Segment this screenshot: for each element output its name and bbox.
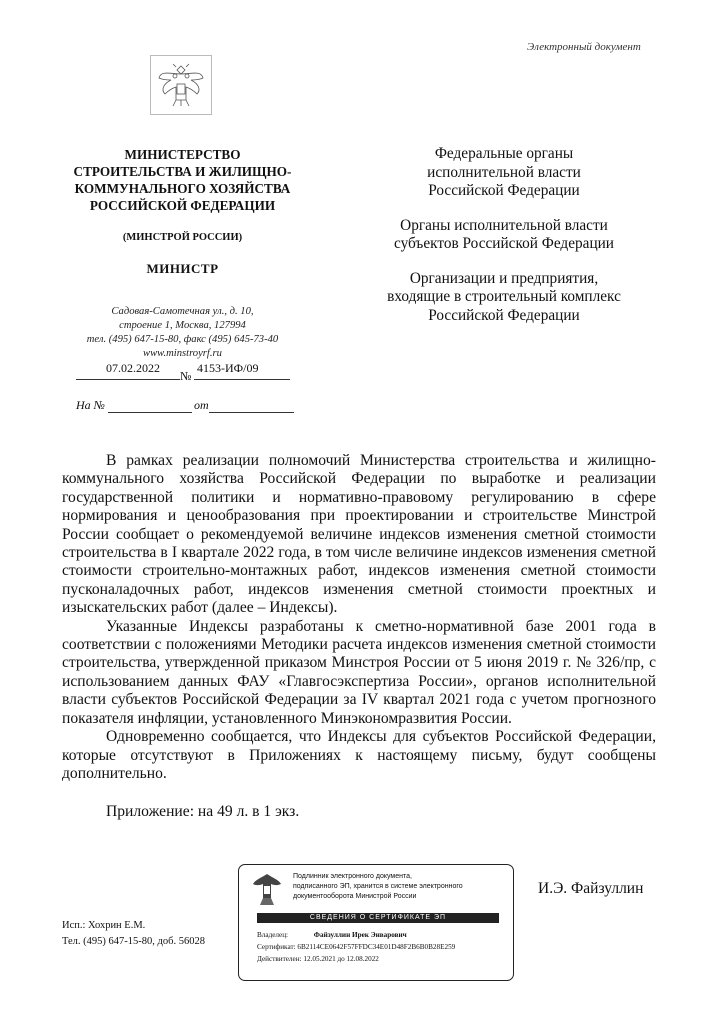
russian-coat-of-arms-icon	[150, 55, 212, 115]
owner-label: Владелец:	[257, 931, 289, 939]
recipient-line: Органы исполнительной власти	[400, 216, 608, 234]
executor-phone: Тел. (495) 647-15-80, доб. 56028	[62, 935, 205, 947]
stamp-notice	[293, 872, 509, 902]
electronic-document-label: Электронный документ	[527, 41, 641, 53]
recipient-line: Российской Федерации	[428, 182, 580, 199]
stamp-notice-line: документооборота Министрой России	[293, 893, 417, 900]
date-underline	[76, 379, 180, 380]
recipients-block	[348, 145, 660, 341]
number-underline	[194, 379, 290, 380]
electronic-signature-stamp	[238, 864, 514, 981]
certificate-owner-row	[257, 929, 509, 941]
attachment-note: Приложение: на 49 л. в 1 экз.	[106, 803, 300, 821]
recipient-line: Федеральные органы	[434, 145, 574, 162]
ministry-line: КОММУНАЛЬНОГО ХОЗЯЙСТВА	[74, 181, 291, 196]
recipient-line: субъектов Российской Федерации	[394, 235, 614, 252]
owner-value: Файзуллин Ирек Энварович	[313, 931, 407, 939]
cert-label: Сертификат:	[257, 943, 296, 951]
stamp-notice-line: Подлинник электронного документа,	[293, 873, 412, 880]
valid-label: Действителен:	[257, 955, 302, 963]
ministry-short-name: (МИНСТРОЙ РОССИИ)	[122, 232, 243, 243]
signatory-name: И.Э. Файзуллин	[538, 880, 644, 897]
address-line: Садовая-Самотечная ул., д. 10,	[111, 306, 254, 317]
cert-value: 6B2114CE0642F57FFDC34E01D48F2B6B0B28E259	[297, 943, 456, 951]
number-sign: №	[180, 369, 192, 383]
recipient-line: Организации и предприятия,	[409, 269, 599, 287]
valid-value: 12.05.2021 до 12.08.2022	[303, 955, 379, 963]
stamp-notice-line: подписанного ЭП, хранится в системе электронного	[293, 883, 463, 890]
letter-body	[62, 452, 656, 822]
reference-from: от	[194, 398, 209, 412]
ministry-name	[60, 146, 305, 214]
certificate-details	[257, 929, 509, 965]
address-line: тел. (495) 647-15-80, факс (495) 645-73-40	[86, 334, 279, 345]
certificate-info-heading: СВЕДЕНИЯ О СЕРТИФИКАТЕ ЭП	[257, 913, 499, 923]
address-line: строение 1, Москва, 127994	[119, 320, 246, 331]
executor-info	[62, 918, 205, 949]
recipient	[348, 217, 660, 254]
reference-prefix: На №	[76, 398, 105, 412]
reference-line	[76, 398, 294, 418]
ministry-line: МИНИСТЕРСТВО	[124, 147, 241, 162]
ministry-emblem-icon	[251, 872, 283, 908]
body-paragraph: Одновременно сообщается, что Индексы для субъектов Российской Федерации, которые отсутствуют в Приложениях к настоящему письму, будут сообщены дополнительно.	[62, 728, 656, 782]
ministry-line: СТРОИТЕЛЬСТВА И ЖИЛИЩНО-	[73, 164, 292, 179]
reference-number-blank	[108, 412, 192, 413]
executor-name: Исп.: Хохрин Е.М.	[62, 920, 146, 931]
body-paragraph: Указанные Индексы разработаны к сметно-нормативной базе 2001 года в соответствии с положениями Методики расчета индексов изменения сметной стоимости строительства, утвержденной приказом Минстроя России от 5 июня 2019 г. № 326/пр, с использованием данных ФАУ «Главгосэкспертиза России», органов исполнительной власти субъектов Российской Федерации за IV квартал 2021 года с учетом прогнозного показателя инфляции, установленного Минэкономразвития России.	[62, 617, 656, 727]
recipient-line: Российской Федерации	[428, 306, 580, 324]
recipient	[348, 270, 660, 326]
recipient	[348, 145, 660, 201]
reference-date-blank	[209, 412, 294, 413]
recipient-line: исполнительной власти	[427, 163, 581, 181]
ministry-line: РОССИЙСКОЙ ФЕДЕРАЦИИ	[89, 198, 276, 213]
certificate-id-row	[257, 941, 509, 953]
sender-position: МИНИСТР	[146, 261, 219, 276]
certificate-validity-row	[257, 953, 509, 965]
document-date: 07.02.2022	[106, 361, 160, 375]
body-paragraph: В рамках реализации полномочий Министерства строительства и жилищно-коммунального хозяйства Российской Федерации по выработке и реализации государственной политики и нормативно-правовому регулированию в сфере нормирования и ценообразования при проектировании и строительстве Минстрой России сообщает о рекомендуемой величине индексов изменения сметной стоимости строительства в I квартале 2022 года, в том числе величине индексов изменения сметной стоимости строительно-монтажных работ, индексов изменения сметной стоимости пусконаладочных работ, индексов изменения сметной стоимости проектных и изыскательских работ (далее – Индексы).	[62, 452, 656, 617]
document-number: 4153-ИФ/09	[197, 361, 259, 375]
sender-address	[60, 305, 305, 361]
registration-line	[76, 361, 290, 383]
website-link[interactable]: www.minstroyrf.ru	[143, 348, 222, 359]
recipient-line: входящие в строительный комплекс	[387, 288, 621, 305]
